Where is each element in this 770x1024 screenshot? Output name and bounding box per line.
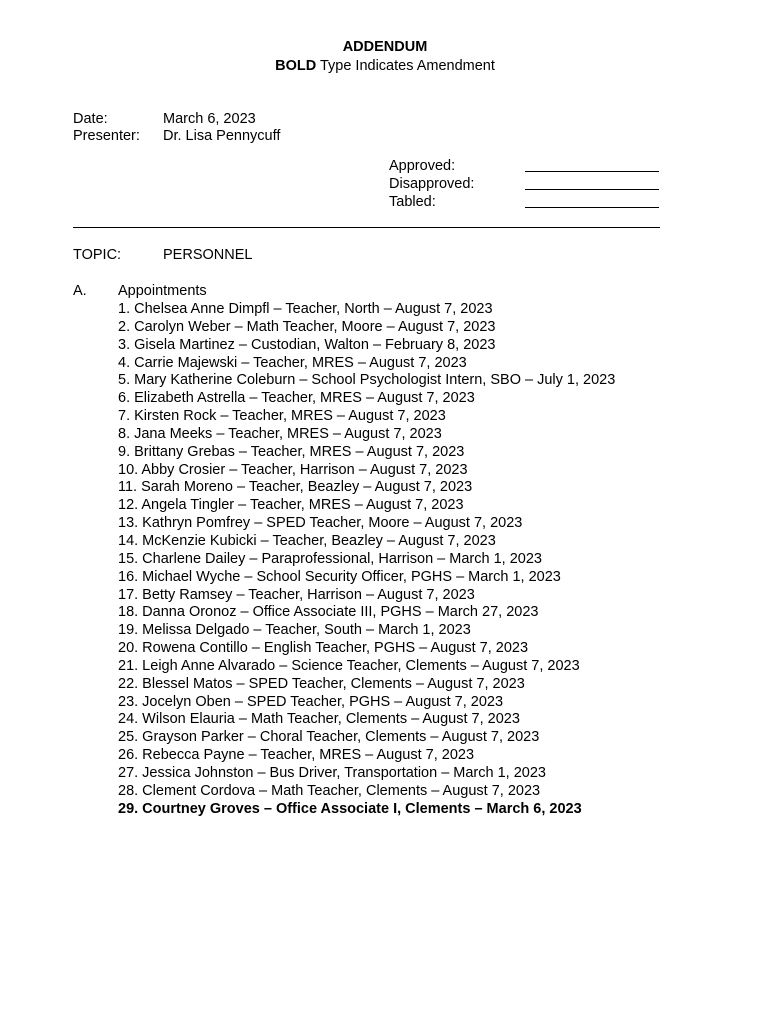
list-item: 17. Betty Ramsey – Teacher, Harrison – August 7, 2023	[118, 586, 475, 603]
presenter-label: Presenter:	[73, 128, 140, 144]
list-item: 19. Melissa Delgado – Teacher, South – March 1, 2023	[118, 622, 471, 639]
list-item: 9. Brittany Grebas – Teacher, MRES – August 7, 2023	[118, 443, 465, 460]
disapproved-label: Disapproved:	[389, 176, 475, 192]
approved-row	[389, 157, 661, 175]
list-item: 24. Wilson Elauria – Math Teacher, Clements – August 7, 2023	[118, 711, 520, 728]
list-item: 11. Sarah Moreno – Teacher, Beazley – August 7, 2023	[118, 479, 473, 496]
list-item: 18. Danna Oronoz – Office Associate III, PGHS – March 27, 2023	[118, 604, 539, 621]
document-title: ADDENDUM	[342, 39, 428, 55]
subtitle-text: Type Indicates Amendment	[316, 58, 495, 74]
list-item: 4. Carrie Majewski – Teacher, MRES – August 7, 2023	[118, 354, 467, 371]
presenter-value: Dr. Lisa Pennycuff	[163, 128, 281, 144]
list-item: 8. Jana Meeks – Teacher, MRES – August 7, 2023	[118, 425, 442, 442]
list-item: 20. Rowena Contillo – English Teacher, PGHS – August 7, 2023	[118, 640, 529, 657]
disapproved-signature-line	[525, 189, 659, 190]
tabled-label: Tabled:	[389, 194, 436, 210]
list-item: 14. McKenzie Kubicki – Teacher, Beazley – August 7, 2023	[118, 532, 496, 549]
list-item: 15. Charlene Dailey – Paraprofessional, Harrison – March 1, 2023	[118, 550, 542, 567]
topic-value: PERSONNEL	[163, 247, 253, 263]
approved-signature-line	[525, 171, 659, 172]
list-item: 21. Leigh Anne Alvarado – Science Teacher, Clements – August 7, 2023	[118, 657, 580, 674]
list-item: 6. Elizabeth Astrella – Teacher, MRES – August 7, 2023	[118, 390, 475, 407]
list-item: 23. Jocelyn Oben – SPED Teacher, PGHS – August 7, 2023	[118, 693, 504, 710]
document-subtitle	[0, 57, 770, 75]
list-item: 10. Abby Crosier – Teacher, Harrison – August 7, 2023	[118, 461, 468, 478]
disapproved-row	[389, 175, 661, 193]
list-item: 16. Michael Wyche – School Security Officer, PGHS – March 1, 2023	[118, 568, 561, 585]
subtitle-bold-word: BOLD	[275, 58, 317, 74]
section-divider	[73, 227, 660, 228]
list-item: 7. Kirsten Rock – Teacher, MRES – August 7, 2023	[118, 408, 446, 425]
list-item: 22. Blessel Matos – SPED Teacher, Clements – August 7, 2023	[118, 675, 525, 692]
list-item: 26. Rebecca Payne – Teacher, MRES – August 7, 2023	[118, 747, 475, 764]
list-item: 27. Jessica Johnston – Bus Driver, Transportation – March 1, 2023	[118, 764, 546, 781]
list-item: 2. Carolyn Weber – Math Teacher, Moore – August 7, 2023	[118, 318, 496, 335]
list-item: 25. Grayson Parker – Choral Teacher, Clements – August 7, 2023	[118, 729, 540, 746]
list-item: 13. Kathryn Pomfrey – SPED Teacher, Moore – August 7, 2023	[118, 515, 523, 532]
section-title: Appointments	[118, 283, 207, 299]
tabled-row	[389, 193, 661, 211]
list-item: 3. Gisela Martinez – Custodian, Walton – February 8, 2023	[118, 336, 496, 353]
list-item: 29. Courtney Groves – Office Associate I, Clements – March 6, 2023	[118, 800, 582, 817]
section-letter: A.	[73, 283, 87, 299]
list-item: 28. Clement Cordova – Math Teacher, Clements – August 7, 2023	[118, 782, 541, 799]
list-item: 1. Chelsea Anne Dimpfl – Teacher, North – August 7, 2023	[118, 301, 493, 317]
list-item: 5. Mary Katherine Coleburn – School Psychologist Intern, SBO – July 1, 2023	[118, 372, 616, 389]
approved-label: Approved:	[389, 158, 456, 174]
tabled-signature-line	[525, 207, 659, 208]
date-value: March 6, 2023	[163, 111, 256, 127]
list-item: 12. Angela Tingler – Teacher, MRES – August 7, 2023	[118, 497, 464, 514]
topic-label: TOPIC:	[73, 247, 122, 263]
date-label: Date:	[73, 111, 108, 127]
appointments-list	[118, 300, 615, 817]
